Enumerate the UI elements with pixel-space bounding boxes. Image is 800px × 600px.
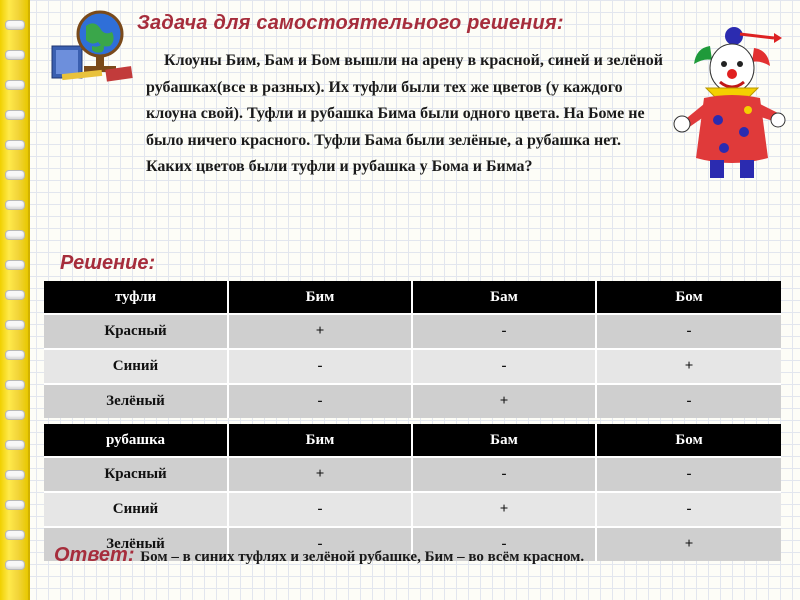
binding-ring	[5, 260, 25, 270]
binding-ring	[5, 350, 25, 360]
binding-ring	[5, 380, 25, 390]
binding-ring	[5, 500, 25, 510]
binding-ring	[5, 470, 25, 480]
table-cell: -	[412, 314, 596, 349]
binding-ring	[5, 560, 25, 570]
solution-label: Решение:	[60, 252, 156, 274]
binding-ring	[5, 410, 25, 420]
table-header-cell: Бам	[412, 424, 596, 457]
binding-ring	[5, 170, 25, 180]
table-cell: -	[228, 527, 412, 561]
table-header-cell: туфли	[44, 281, 228, 314]
binding-ring	[5, 440, 25, 450]
table-cell: -	[596, 492, 781, 527]
binding-ring	[5, 50, 25, 60]
table-header-cell: Бом	[596, 281, 781, 314]
answer-label: Ответ:	[54, 544, 135, 566]
table-cell: Синий	[44, 349, 228, 384]
table-cell: +	[596, 349, 781, 384]
table-cell: +	[228, 457, 412, 492]
table-cell: +	[596, 527, 781, 561]
table-cell: -	[596, 314, 781, 349]
binding-ring	[5, 20, 25, 30]
table-header-cell: Бом	[596, 424, 781, 457]
binding-ring	[5, 290, 25, 300]
table-cell: -	[228, 384, 412, 418]
table-row	[44, 457, 781, 492]
binding-ring	[5, 530, 25, 540]
binding-ring	[5, 110, 25, 120]
table-header-cell: Бим	[228, 281, 412, 314]
page-title: Задача для самостоятельного решения:	[137, 12, 564, 34]
shoes-table	[44, 281, 781, 418]
table-cell: +	[412, 492, 596, 527]
table-header-row	[44, 281, 781, 314]
table-cell: -	[412, 527, 596, 561]
table-cell: -	[228, 349, 412, 384]
table-cell: -	[412, 457, 596, 492]
table-row	[44, 384, 781, 418]
binding-ring	[5, 200, 25, 210]
table-cell: +	[412, 384, 596, 418]
table-header-cell: Бим	[228, 424, 412, 457]
binding-ring	[5, 230, 25, 240]
table-cell: Зелёный	[44, 384, 228, 418]
table-row	[44, 349, 781, 384]
table-row	[44, 492, 781, 527]
table-cell: -	[596, 384, 781, 418]
table-header-row	[44, 424, 781, 457]
table-cell: Красный	[44, 457, 228, 492]
table-header-cell: рубашка	[44, 424, 228, 457]
clown-illustration-icon	[664, 24, 786, 184]
globe-illustration-icon	[48, 6, 138, 86]
task-text: Клоуны Бим, Бам и Бом вышли на арену в красной, синей и зелёной рубашках(все в разных). Их туфли были тех же цветов (у каждого клоуна свой). Туфли и рубашка Бима были одного цвета. На Боме не было ничего красного. Туфли Бама были зелёные, а рубашка нет. Каких цветов были туфли и рубашка у Бома и Бима?	[146, 52, 663, 175]
table-cell: Зелёный	[44, 527, 228, 561]
binding-ring	[5, 320, 25, 330]
table-row	[44, 314, 781, 349]
table-header-cell: Бам	[412, 281, 596, 314]
binding-ring	[5, 80, 25, 90]
answer-text: Бом – в синих туфлях и зелёной рубашке, Бим – во всём красном.	[140, 549, 585, 565]
table-cell: Красный	[44, 314, 228, 349]
shirt-table	[44, 424, 781, 561]
table-cell: -	[596, 457, 781, 492]
table-cell: -	[412, 349, 596, 384]
table-cell: -	[228, 492, 412, 527]
notebook-binding	[0, 0, 30, 600]
table-cell: +	[228, 314, 412, 349]
answer	[54, 544, 584, 567]
table-cell: Синий	[44, 492, 228, 527]
binding-ring	[5, 140, 25, 150]
